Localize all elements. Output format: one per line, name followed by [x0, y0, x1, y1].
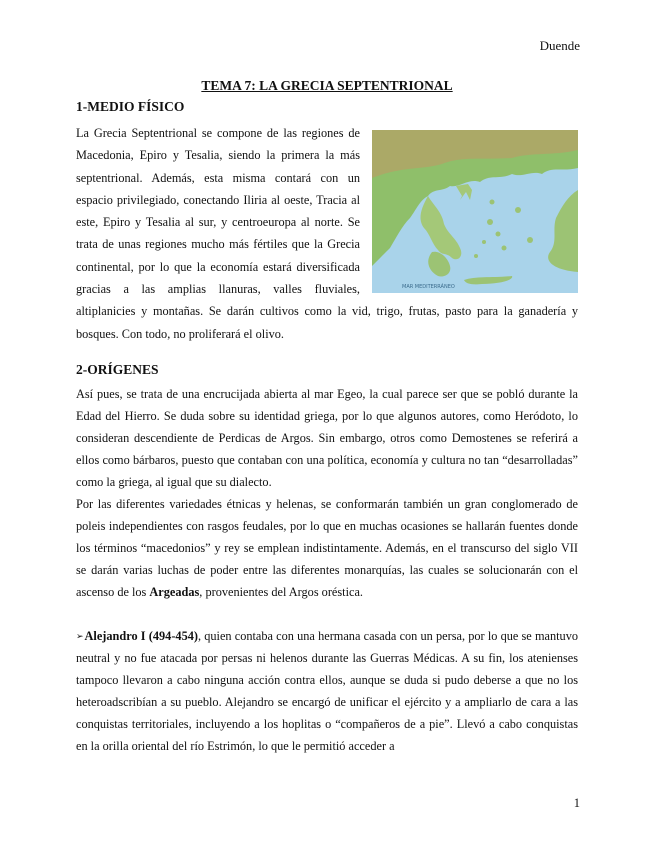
- greece-map-image: [372, 130, 578, 293]
- bullet-arrow-icon: ➢: [76, 631, 84, 641]
- origenes-paragraph-1: Así pues, se trata de una encrucijada abierta al mar Egeo, la cual parece ser que se pobló durante la Edad del Hierro. Se duda sobre su identidad griega, por lo que algunos autores, como Heródoto, lo consideran descendiente de Perdicas de Argos. Sin embargo, otros como Demostenes se referirá a ellos como bárbaros, puesto que contaban con una política, economía y cultura no tan “desarrolladas” como la griega, al igual que su dialecto.: [76, 387, 578, 489]
- origenes-paragraph-2: Por las diferentes variedades étnicas y helenas, se conformarán también un gran conglomerado de poleis independientes con rasgos feudales, por lo que en muchas ocasiones se hallarán fuentes donde los términos “macedonios” y rey se emplean indistintamente. Además, en el transcurso del siglo VII se darán varias luchas de poder entre las diferentes monarquías, las cuales se solucionarán con el ascenso de los Argeadas, provenientes del Argos oréstica.: [76, 497, 578, 599]
- map-sea-label: MAR MEDITERRÁNEO: [402, 284, 455, 290]
- page-title: TEMA 7: LA GRECIA SEPTENTRIONAL: [201, 78, 453, 93]
- alejandro-name: Alejandro I (494-454): [84, 629, 198, 643]
- page-number: 1: [573, 796, 580, 810]
- alejandro-paragraph: ➢Alejandro I (494-454), quien contaba con una hermana casada con un persa, por lo que se mantuvo neutral y no fue atacada por persas ni helenos durante las Guerras Médicas. A su fin, los atenienses tampoco llevaron a cabo ninguna acción contra ellos, aunque se duda si pudo deberse a que no los heteroadscribían a su pueblo. Alejandro se encargó de unificar el ejército y a ampliarlo de cara a las conquistas territoriales, incluyendo a los hoplitas o “compañeros de a pie”. Llevó a cabo conquistas en la orilla oriental del río Estrimón, lo que le permitió acceder a: [76, 629, 578, 753]
- header-author: Duende: [539, 38, 580, 53]
- argeadas-term: Argeadas: [149, 585, 200, 599]
- section-medio-fisico-text: La Grecia Septentrional se compone de las regiones de Macedonia, Epiro y Tesalia, siendo la primera la más septentrional. Además, esta misma contará con un espacio privilegiado, conectando Iliria al oeste, Tracia al este, Epiro y Tesalia al sur, y centroeuropa al norte. Se trata de unas regiones mucho más fértiles que la Grecia continental, por lo que la economía estará diversificada gracias a las amplias llanuras, valles fluviales, altiplanicies y montañas. Se darán cultivos como la vid, trigo, frutas, pasto para la ganadería y bosques. Con todo, no proliferará el olivo.: [76, 126, 578, 341]
- section-medio-fisico: [76, 122, 578, 345]
- section-heading-origenes: 2-ORÍGENES: [76, 362, 159, 377]
- section-heading-medio-fisico: 1-MEDIO FÍSICO: [76, 99, 185, 114]
- section-origenes-text: [76, 383, 578, 603]
